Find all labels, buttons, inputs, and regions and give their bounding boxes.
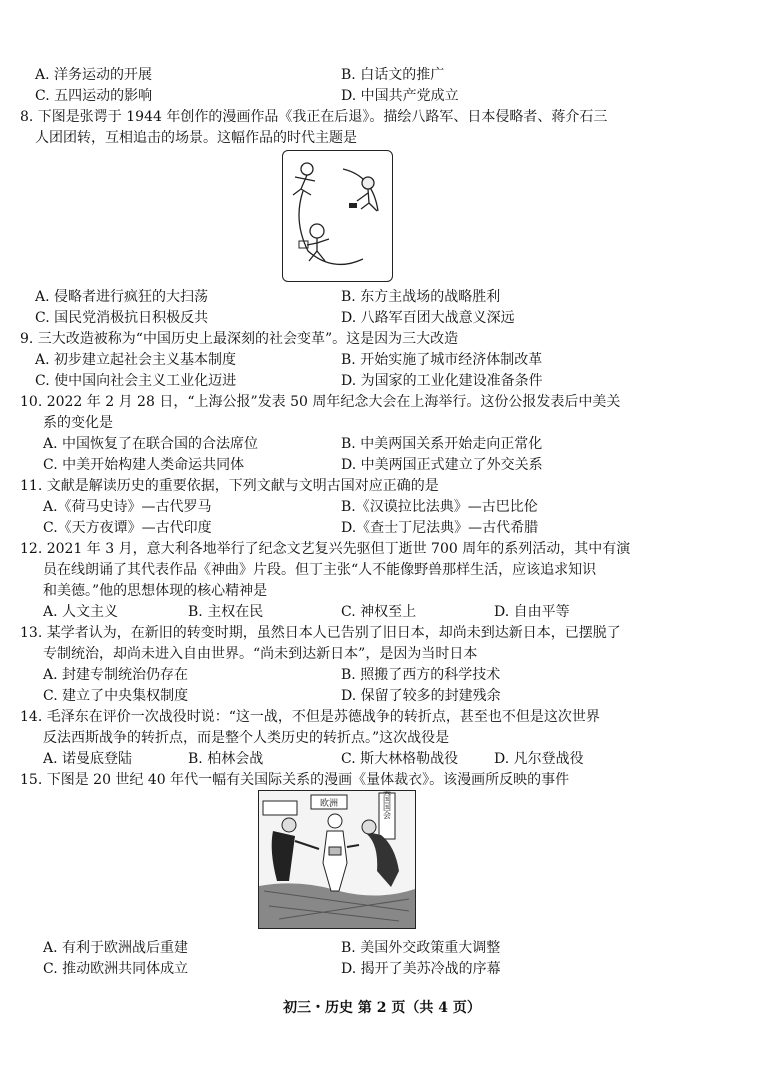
page-footer: 初三・历史 第 2 页（共 4 页）: [283, 1000, 481, 1016]
cartoon-tailoring: [258, 790, 416, 929]
q14-stem-line1: 14. 毛泽东在评价一次战役时说：“这一战，不但是苏德战争的转折点，甚至也不但是这次世界: [20, 709, 600, 725]
q15-option-d: D. 揭开了美苏冷战的序幕: [341, 961, 501, 977]
q11-option-b: B.《汉谟拉比法典》—古巴比伦: [341, 499, 538, 515]
q7-option-d: D. 中国共产党成立: [341, 88, 459, 104]
q8-option-d: D. 八路军百团大战意义深远: [341, 310, 515, 326]
q11-option-d: D.《查士丁尼法典》—古代希腊: [341, 520, 539, 536]
q10-stem-line2: 系的变化是: [43, 415, 113, 431]
label-congress: 美国国会: [382, 791, 392, 819]
q8-option-a: A. 侵略者进行疯狂的大扫荡: [35, 289, 209, 305]
q9-stem: 9. 三大改造被称为“中国历史上最深刻的社会变革”。这是因为三大改造: [20, 331, 459, 347]
q13-option-b: B. 照搬了西方的科学技术: [341, 667, 501, 683]
q13-option-c: C. 建立了中央集权制度: [43, 688, 189, 704]
cartoon-drawing: [283, 151, 392, 281]
q9-option-d: D. 为国家的工业化建设准备条件: [341, 373, 543, 389]
q13-option-a: A. 封建专制统治仍存在: [43, 667, 189, 683]
cartoon-i-am-retreating: [282, 150, 393, 282]
q8-stem-line1: 8. 下图是张谔于 1944 年创作的漫画作品《我正在后退》。描绘八路军、日本侵略者、蒋介石三: [20, 109, 608, 125]
q9-option-c: C. 使中国向社会主义工业化迈进: [35, 373, 237, 389]
q14-option-c: C. 斯大林格勒战役: [341, 751, 459, 767]
q14-stem-line2: 反法西斯战争的转折点，而是整个人类历史的转折点。”这次战役是: [43, 730, 450, 746]
q12-option-d: D. 自由平等: [494, 604, 570, 620]
q10-option-a: A. 中国恢复了在联合国的合法席位: [43, 436, 259, 452]
q10-option-b: B. 中美两国关系开始走向正常化: [341, 436, 543, 452]
q14-option-a: A. 诺曼底登陆: [43, 751, 133, 767]
q13-stem-line2: 专制统治，却尚未进入自由世界。“尚未到达新日本”，是因为当时日本: [43, 646, 478, 662]
q7-option-b: B. 白话文的推广: [341, 67, 445, 83]
q8-option-c: C. 国民党消极抗日积极反共: [35, 310, 209, 326]
q12-stem-line3: 和美德。”他的思想体现的核心精神是: [43, 583, 268, 599]
q10-stem-line1: 10. 2022 年 2 月 28 日，“上海公报”发表 50 周年纪念大会在上海举行。这份公报发表后中美关: [20, 394, 621, 410]
q8-stem-line2: 人团团转，互相追击的场景。这幅作品的时代主题是: [35, 130, 357, 146]
q14-option-d: D. 凡尔登战役: [494, 751, 584, 767]
q10-option-d: D. 中美两国正式建立了外交关系: [341, 457, 543, 473]
q12-option-a: A. 人文主义: [43, 604, 119, 620]
q8-option-b: B. 东方主战场的战略胜利: [341, 289, 501, 305]
q15-stem: 15. 下图是 20 世纪 40 年代一幅有关国际关系的漫画《量体裁衣》。该漫画所反映的事件: [20, 772, 570, 788]
q12-option-b: B. 主权在民: [188, 604, 264, 620]
q10-option-c: C. 中美开始构建人类命运共同体: [43, 457, 245, 473]
q15-option-a: A. 有利于欧洲战后重建: [43, 940, 189, 956]
q11-stem: 11. 文献是解读历史的重要依据，下列文献与文明古国对应正确的是: [20, 478, 439, 494]
q13-option-d: D. 保留了较多的封建残余: [341, 688, 501, 704]
q15-option-b: B. 美国外交政策重大调整: [341, 940, 501, 956]
q15-option-c: C. 推动欧洲共同体成立: [43, 961, 189, 977]
q7-option-a: A. 洋务运动的开展: [35, 67, 153, 83]
q11-option-a: A.《荷马史诗》—古代罗马: [43, 499, 212, 515]
q9-option-b: B. 开始实施了城市经济体制改革: [341, 352, 543, 368]
q7-option-c: C. 五四运动的影响: [35, 88, 153, 104]
q12-stem-line2: 员在线朗诵了其代表作品《神曲》片段。但丁主张“人不能像野兽那样生活，应该追求知识: [43, 562, 597, 578]
q9-option-a: A. 初步建立起社会主义基本制度: [35, 352, 237, 368]
q14-option-b: B. 柏林会战: [188, 751, 264, 767]
q12-stem-line1: 12. 2021 年 3 月，意大利各地举行了纪念文艺复兴先驱但丁逝世 700 周年的系列活动，其中有演: [20, 541, 631, 557]
cartoon-tailoring-drawing: [259, 791, 415, 928]
label-europe: 欧洲: [319, 799, 339, 809]
q13-stem-line1: 13. 某学者认为，在新旧的转变时期，虽然日本人已告别了旧日本，却尚未到达新日本，已摆脱了: [20, 625, 621, 641]
q12-option-c: C. 神权至上: [341, 604, 417, 620]
q11-option-c: C.《天方夜谭》—古代印度: [43, 520, 212, 536]
